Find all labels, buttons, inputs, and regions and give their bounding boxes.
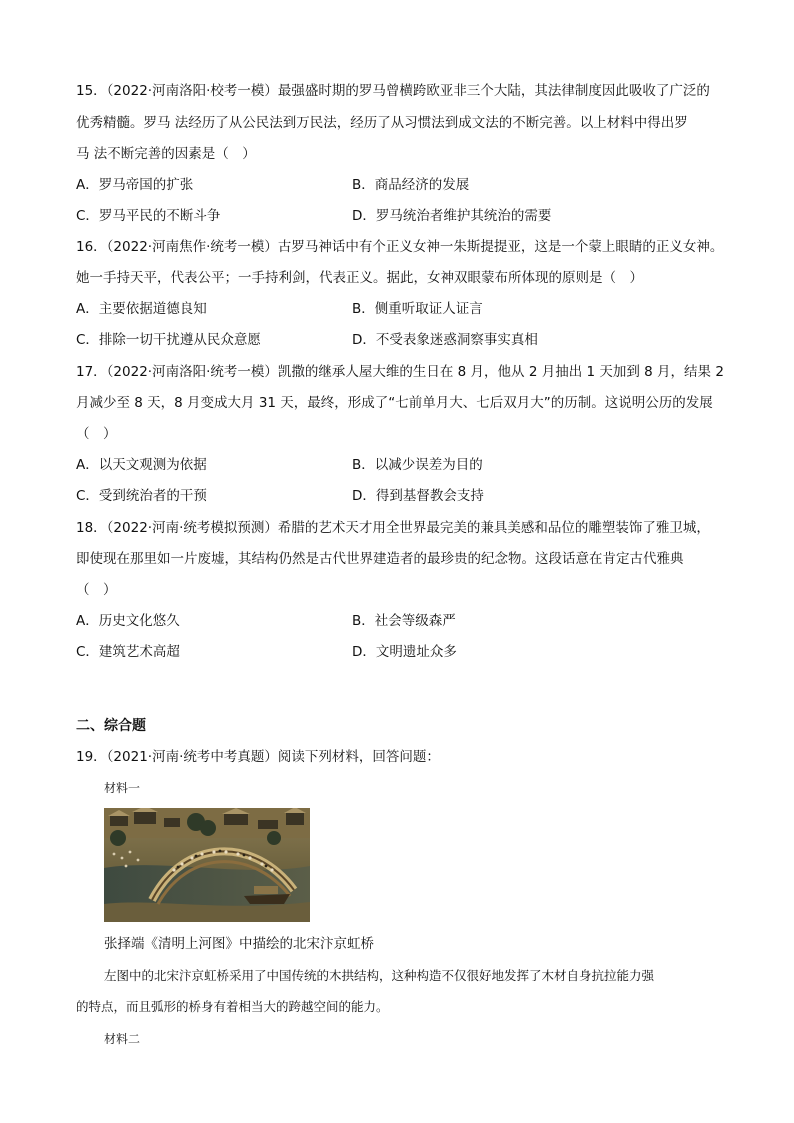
section-title: 二、综合题 bbox=[76, 718, 146, 734]
q16-option-b[interactable]: B．侧重听取证人证言 bbox=[352, 301, 483, 317]
q17-option-a[interactable]: A．以天文观测为依据 bbox=[76, 457, 207, 473]
q15-option-b[interactable]: B．商品经济的发展 bbox=[352, 177, 470, 193]
q18-option-c[interactable]: C．建筑艺术高超 bbox=[76, 644, 180, 660]
q15-option-a[interactable]: A．罗马帝国的扩张 bbox=[76, 177, 194, 193]
q18-option-d[interactable]: D．文明遗址众多 bbox=[352, 644, 457, 660]
q15-stem-line-2: 优秀精髓。罗马 法经历了从公民法到万民法，经历了从习惯法到成文法的不断完善。以上材料中得出罗 bbox=[76, 115, 688, 131]
painting-caption: 张择端《清明上河图》中描绘的北宋汴京虹桥 bbox=[104, 936, 374, 952]
material-1-paragraph-line-2: 的特点，而且弧形的桥身有着相当大的跨越空间的能力。 bbox=[76, 999, 389, 1014]
q17-option-d[interactable]: D．得到基督教会支持 bbox=[352, 488, 484, 504]
q17-stem-line-3: （ ） bbox=[76, 426, 117, 442]
q16-option-a[interactable]: A．主要依据道德良知 bbox=[76, 301, 207, 317]
material-1-label: 材料一 bbox=[104, 781, 141, 795]
q16-stem-line-2: 她一手持天平，代表公平；一手持利剑，代表正义。据此，女神双眼蒙布所体现的原则是（ ） bbox=[76, 270, 643, 286]
q18-option-a[interactable]: A．历史文化悠久 bbox=[76, 613, 180, 629]
q19-stem: 19．（2021·河南·统考中考真题）阅读下列材料，回答问题： bbox=[76, 749, 440, 765]
q15-stem-line-3: 马 法不断完善的因素是（ ） bbox=[76, 146, 256, 162]
q15-option-c[interactable]: C．罗马平民的不断斗争 bbox=[76, 208, 221, 224]
q17-option-c[interactable]: C．受到统治者的干预 bbox=[76, 488, 207, 504]
q18-option-b[interactable]: B．社会等级森严 bbox=[352, 613, 456, 629]
q16-stem-line-1: 16．（2022·河南焦作·统考一模）古罗马神话中有个正义女神一朱斯提提亚，这是一个蒙上眼睛的正义女神。 bbox=[76, 239, 724, 255]
q15-stem-line-1: 15．（2022·河南洛阳·校考一模）最强盛时期的罗马曾横跨欧亚非三个大陆，其法律制度因此吸收了广泛的 bbox=[76, 83, 710, 99]
q16-option-d[interactable]: D．不受表象迷惑洞察事实真相 bbox=[352, 332, 538, 348]
q18-stem-line-3: （ ） bbox=[76, 582, 117, 598]
q17-stem-line-2: 月减少至 8 天，8 月变成大月 31 天，最终，形成了“七前单月大、七后双月大”的历制。这说明公历的发展 bbox=[76, 395, 713, 411]
material-2-label: 材料二 bbox=[104, 1032, 141, 1046]
q17-stem-line-1: 17．（2022·河南洛阳·统考一模）凯撒的继承人屋大维的生日在 8 月，他从 2 月抽出 1 天加到 8 月，结果 2 bbox=[76, 364, 724, 380]
material-1-paragraph-line-1: 左图中的北宋汴京虹桥采用了中国传统的木拱结构，这种构造不仅很好地发挥了木材自身抗拉能力强 bbox=[104, 968, 655, 983]
rainbow-bridge-painting bbox=[104, 808, 310, 922]
q16-option-c[interactable]: C．排除一切干扰遵从民众意愿 bbox=[76, 332, 261, 348]
q15-option-d[interactable]: D．罗马统治者维护其统治的需要 bbox=[352, 208, 552, 224]
q18-stem-line-1: 18．（2022·河南·统考模拟预测）希腊的艺术天才用全世界最完美的兼具美感和品位的雕塑装饰了雅卫城， bbox=[76, 520, 710, 536]
q17-option-b[interactable]: B．以减少误差为目的 bbox=[352, 457, 483, 473]
q18-stem-line-2: 即使现在那里如一片废墟，其结构仍然是古代世界建造者的最珍贵的纪念物。这段话意在肯定古代雅典 bbox=[76, 551, 684, 567]
